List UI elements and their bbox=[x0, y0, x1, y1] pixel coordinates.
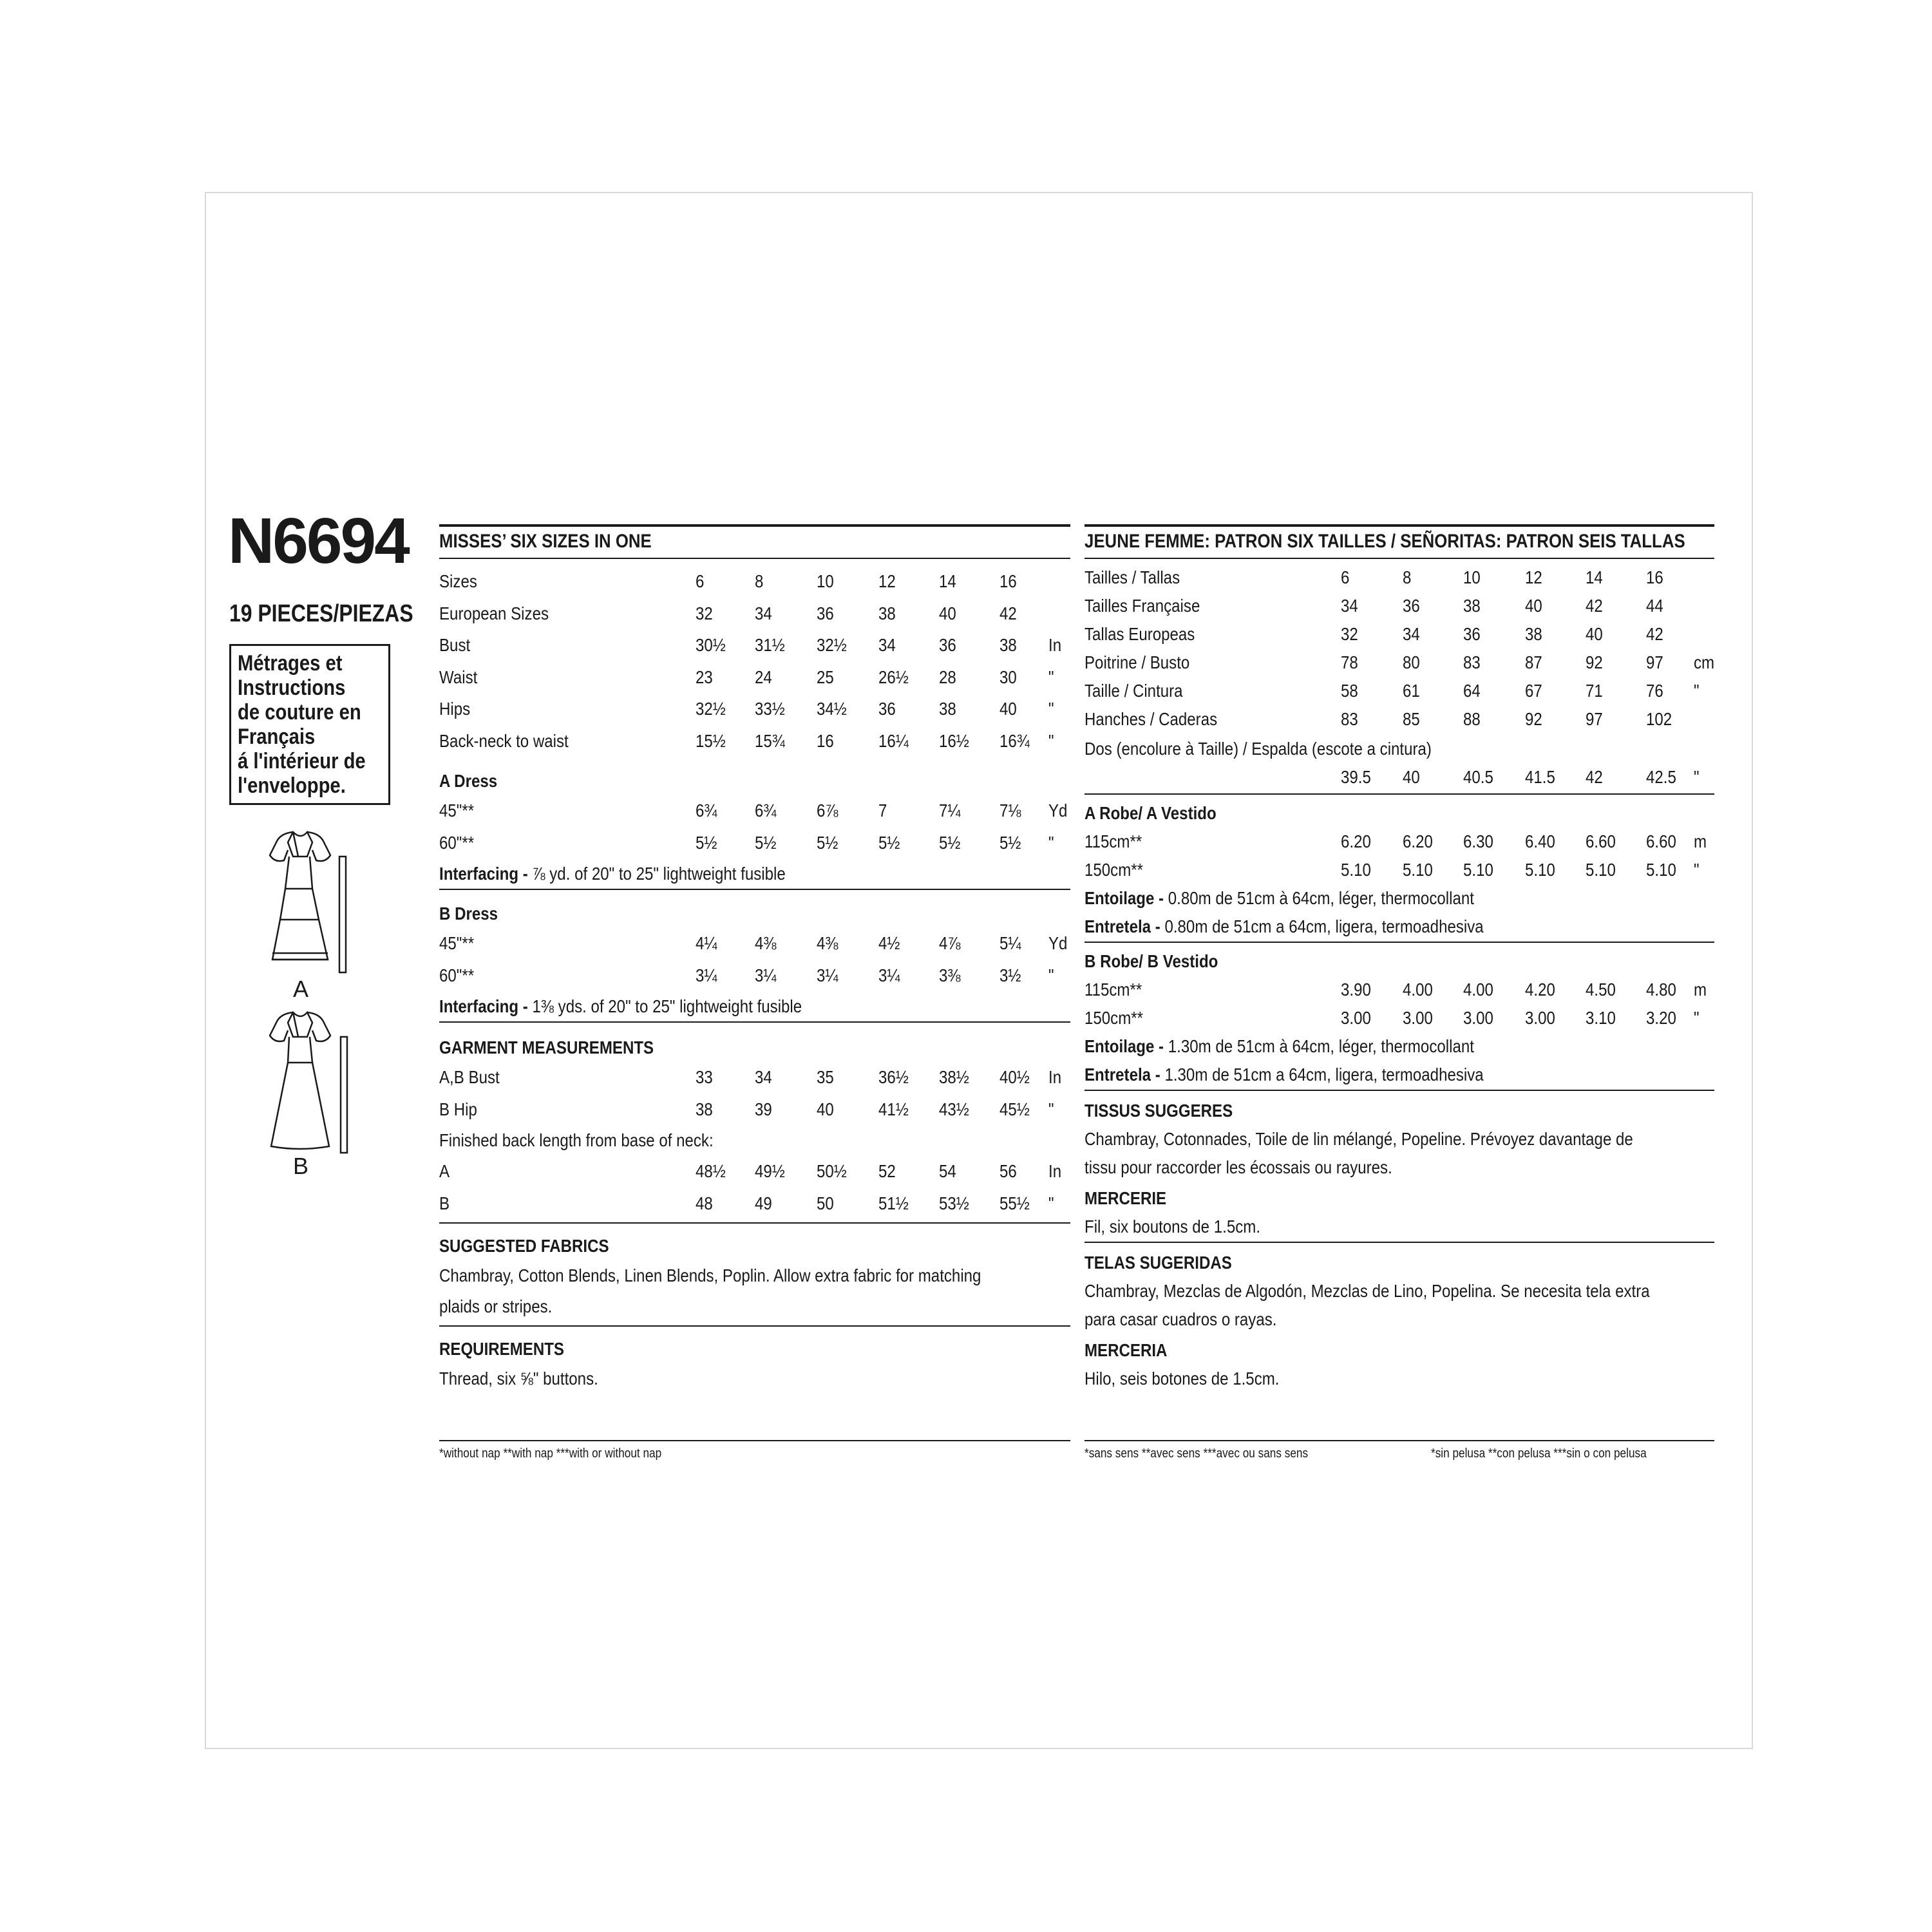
b-robe-metrage-row-label: 115cm** bbox=[1084, 980, 1142, 999]
b-dress-interfacing bbox=[439, 996, 802, 1018]
body-measurement-row-unit: In bbox=[1048, 635, 1062, 655]
pattern-code: N6694 bbox=[228, 505, 408, 577]
a-dress-yardage-row-value: 5½ bbox=[696, 832, 717, 853]
a-dress-yardage-row-unit: " bbox=[1048, 832, 1054, 853]
a-robe-metrage-row-value: 5.10 bbox=[1525, 860, 1555, 880]
body-measurement-row-value: 32½ bbox=[696, 699, 726, 719]
b-dress-yardage-row-value: 3½ bbox=[999, 965, 1021, 985]
b-dress-yardage-row-value: 4½ bbox=[878, 933, 900, 953]
garment-measurement-row-value: 36½ bbox=[878, 1067, 909, 1087]
a-dress-yardage-row-value: 7¼ bbox=[939, 800, 961, 820]
a-robe-title: A Robe/ A Vestido bbox=[1084, 803, 1217, 823]
fr-es-body-row-value: 97 bbox=[1586, 709, 1603, 729]
b-robe-metrage-row-value: 4.00 bbox=[1403, 980, 1433, 999]
body-measurement-row-value: 36 bbox=[878, 699, 896, 719]
french-footnote: *sans sens **avec sens ***avec ou sans sens bbox=[1084, 1446, 1309, 1461]
body-measurement-row-value: 32 bbox=[696, 603, 713, 623]
fr-es-body-row-value: 92 bbox=[1525, 709, 1542, 729]
b-robe-metrage-row-value: 3.00 bbox=[1341, 1008, 1371, 1028]
b-dress-title: B Dress bbox=[439, 904, 498, 923]
b-dress-yardage-row-value: 3⅜ bbox=[939, 965, 961, 985]
fr-es-body-row-value: 85 bbox=[1403, 709, 1420, 729]
section-divider bbox=[439, 889, 1070, 890]
suggested-fabrics-title: SUGGESTED FABRICS bbox=[439, 1236, 609, 1256]
fr-es-body-row-label: Hanches / Caderas bbox=[1084, 709, 1218, 729]
fr-es-body-row-value: 61 bbox=[1403, 681, 1420, 701]
fr-es-body-row-value: 10 bbox=[1463, 567, 1481, 587]
a-dress-yardage-row-value: 6¾ bbox=[755, 800, 777, 820]
fr-es-body-row-label: Taille / Cintura bbox=[1084, 681, 1183, 701]
merceria-title: MERCERIA bbox=[1084, 1340, 1168, 1360]
fr-es-back-unit: " bbox=[1694, 767, 1700, 787]
view-a-illustration bbox=[261, 824, 357, 976]
garment-measurement-row-value: 38½ bbox=[939, 1067, 969, 1087]
envelope-frame bbox=[205, 192, 1753, 1749]
body-measurement-row-value: 30 bbox=[999, 667, 1017, 687]
back-length-row-value: 53½ bbox=[939, 1193, 969, 1213]
b-dress-yardage-row-value: 3¼ bbox=[878, 965, 900, 985]
body-measurement-row-value: 15½ bbox=[696, 730, 726, 751]
section-divider bbox=[1084, 942, 1714, 943]
a-dress-interfacing bbox=[439, 863, 786, 885]
tissus-title: TISSUS SUGGERES bbox=[1084, 1101, 1233, 1121]
a-robe-entretela-text: 0.80m de 51cm a 64cm, ligera, termoadhesiva bbox=[1160, 916, 1484, 936]
body-measurement-row-label: Waist bbox=[439, 667, 478, 687]
back-length-row-value: 51½ bbox=[878, 1193, 909, 1213]
garment-measurements-title: GARMENT MEASUREMENTS bbox=[439, 1037, 654, 1057]
back-length-row-value: 55½ bbox=[999, 1193, 1030, 1213]
body-measurement-row-unit: " bbox=[1048, 699, 1054, 719]
body-measurement-row-value: 40 bbox=[939, 603, 956, 623]
fr-es-body-row-value: 67 bbox=[1525, 681, 1542, 701]
telas-line: para casar cuadros o rayas. bbox=[1084, 1309, 1277, 1329]
suggested-fabrics-line: plaids or stripes. bbox=[439, 1296, 553, 1316]
fr-es-body-row-unit: cm bbox=[1694, 652, 1715, 672]
section-divider bbox=[1084, 793, 1714, 795]
fr-es-body-row-value: 38 bbox=[1525, 624, 1542, 644]
french-note-line: Métrages et bbox=[238, 651, 343, 676]
b-robe-metrage-row-value: 3.00 bbox=[1525, 1008, 1555, 1028]
b-robe-metrage-row-unit: m bbox=[1694, 980, 1707, 999]
garment-measurement-row-value: 35 bbox=[817, 1067, 834, 1087]
body-measurement-row-value: 16 bbox=[817, 730, 834, 751]
fr-es-body-row-value: 40 bbox=[1586, 624, 1603, 644]
fr-es-top-rule bbox=[1084, 524, 1714, 527]
french-note-line: l'enveloppe. bbox=[238, 773, 346, 798]
body-measurement-row-value: 36 bbox=[817, 603, 834, 623]
b-robe-entoilage bbox=[1084, 1036, 1474, 1057]
body-measurement-row-value: 6 bbox=[696, 571, 705, 591]
section-divider bbox=[1084, 1242, 1714, 1243]
a-robe-metrage-row-value: 5.10 bbox=[1403, 860, 1433, 880]
fr-es-body-row-value: 64 bbox=[1463, 681, 1481, 701]
a-robe-metrage-row-value: 6.20 bbox=[1341, 831, 1371, 851]
b-robe-metrage-row-value: 3.00 bbox=[1463, 1008, 1493, 1028]
back-length-label: Finished back length from base of neck: bbox=[439, 1130, 714, 1150]
body-measurement-row-value: 12 bbox=[878, 571, 896, 591]
a-robe-metrage-row-value: 5.10 bbox=[1463, 860, 1493, 880]
a-dress-yardage-row-label: 60"** bbox=[439, 832, 475, 853]
fr-es-body-row-value: 92 bbox=[1586, 652, 1603, 672]
a-dress-yardage-row-value: 7⅛ bbox=[999, 800, 1021, 820]
body-measurement-row-value: 16 bbox=[999, 571, 1017, 591]
garment-measurement-row-value: 33 bbox=[696, 1067, 713, 1087]
b-robe-entoilage-label: Entoilage - bbox=[1084, 1036, 1164, 1056]
a-dress-yardage-row-value: 5½ bbox=[755, 832, 777, 853]
back-length-row-value: 49½ bbox=[755, 1161, 785, 1181]
b-robe-entretela-text: 1.30m de 51cm a 64cm, ligera, termoadhesiva bbox=[1160, 1065, 1484, 1084]
body-measurement-row-value: 38 bbox=[878, 603, 896, 623]
b-robe-metrage-row-value: 3.90 bbox=[1341, 980, 1371, 999]
b-dress-yardage-row-value: 4⅜ bbox=[817, 933, 838, 953]
fr-es-body-row-value: 16 bbox=[1646, 567, 1663, 587]
a-dress-interfacing-text: ⅞ yd. of 20" to 25" lightweight fusible bbox=[527, 864, 786, 884]
mercerie-title: MERCERIE bbox=[1084, 1188, 1167, 1208]
body-measurement-row-value: 15¾ bbox=[755, 730, 785, 751]
b-dress-yardage-row-value: 3¼ bbox=[817, 965, 838, 985]
b-dress-yardage-row-value: 4⅞ bbox=[939, 933, 961, 953]
b-dress-yardage-row-value: 5¼ bbox=[999, 933, 1021, 953]
french-instructions-note bbox=[229, 644, 390, 805]
b-dress-yardage-row-unit: " bbox=[1048, 965, 1054, 985]
fr-es-body-row-value: 76 bbox=[1646, 681, 1663, 701]
fr-es-back-label: Dos (encolure à Taille) / Espalda (escote a cintura) bbox=[1084, 739, 1432, 759]
fr-es-body-row-value: 12 bbox=[1525, 567, 1542, 587]
garment-measurement-row-value: 39 bbox=[755, 1099, 772, 1119]
fr-es-body-row-value: 102 bbox=[1646, 709, 1672, 729]
garment-measurement-row-value: 45½ bbox=[999, 1099, 1030, 1119]
a-dress-yardage-row-value: 5½ bbox=[817, 832, 838, 853]
a-dress-yardage-row-value: 7 bbox=[878, 800, 887, 820]
garment-measurement-row-unit: In bbox=[1048, 1067, 1062, 1087]
section-divider bbox=[439, 1021, 1070, 1023]
fr-es-body-row-value: 36 bbox=[1463, 624, 1481, 644]
garment-measurement-row-unit: " bbox=[1048, 1099, 1054, 1119]
a-dress-interfacing-label: Interfacing - bbox=[439, 864, 528, 884]
b-dress-yardage-row-value: 4¼ bbox=[696, 933, 717, 953]
body-measurement-row-label: Sizes bbox=[439, 571, 477, 591]
garment-measurement-row-label: B Hip bbox=[439, 1099, 477, 1119]
fr-es-body-row-value: 40 bbox=[1525, 596, 1542, 616]
fr-es-body-row-label: Poitrine / Busto bbox=[1084, 652, 1190, 672]
body-measurement-row-value: 40 bbox=[999, 699, 1017, 719]
fr-es-body-row-value: 42 bbox=[1646, 624, 1663, 644]
back-length-row-value: 56 bbox=[999, 1161, 1017, 1181]
fr-es-body-row-value: 38 bbox=[1463, 596, 1481, 616]
a-dress-yardage-row-value: 5½ bbox=[878, 832, 900, 853]
fr-es-body-row-value: 34 bbox=[1403, 624, 1420, 644]
body-measurement-row-value: 34 bbox=[878, 635, 896, 655]
garment-measurement-row-value: 38 bbox=[696, 1099, 713, 1119]
fr-es-body-row-label: Tallas Europeas bbox=[1084, 624, 1195, 644]
a-robe-metrage-row-value: 6.60 bbox=[1586, 831, 1616, 851]
body-measurement-row-value: 16¾ bbox=[999, 730, 1030, 751]
body-measurement-row-value: 25 bbox=[817, 667, 834, 687]
body-measurement-row-value: 30½ bbox=[696, 635, 726, 655]
fr-es-body-row-value: 44 bbox=[1646, 596, 1663, 616]
back-length-row-unit: " bbox=[1048, 1193, 1054, 1213]
french-note-line: á l'intérieur de bbox=[238, 749, 366, 773]
mercerie-text: Fil, six boutons de 1.5cm. bbox=[1084, 1217, 1261, 1236]
body-measurement-row-value: 42 bbox=[999, 603, 1017, 623]
view-b-illustration bbox=[261, 1005, 357, 1156]
b-robe-metrage-row-label: 150cm** bbox=[1084, 1008, 1144, 1028]
b-robe-metrage-row-value: 3.20 bbox=[1646, 1008, 1676, 1028]
a-dress-yardage-row-value: 5½ bbox=[939, 832, 961, 853]
body-measurement-row-value: 34½ bbox=[817, 699, 847, 719]
fr-es-body-row-label: Tailles Française bbox=[1084, 596, 1200, 616]
a-robe-metrage-row-unit: m bbox=[1694, 831, 1707, 851]
body-measurement-row-value: 34 bbox=[755, 603, 772, 623]
b-robe-entretela bbox=[1084, 1064, 1484, 1086]
fr-es-body-row-value: 88 bbox=[1463, 709, 1481, 729]
french-note-line: Instructions bbox=[238, 676, 346, 700]
a-robe-metrage-row-value: 5.10 bbox=[1341, 860, 1371, 880]
b-robe-metrage-row-value: 4.50 bbox=[1586, 980, 1616, 999]
a-robe-metrage-row-label: 150cm** bbox=[1084, 860, 1144, 880]
requirements-title: REQUIREMENTS bbox=[439, 1339, 564, 1359]
fr-es-body-row-value: 87 bbox=[1525, 652, 1542, 672]
a-robe-metrage-row-label: 115cm** bbox=[1084, 831, 1142, 851]
french-note-line: Français bbox=[238, 724, 316, 749]
a-robe-metrage-row-value: 6.40 bbox=[1525, 831, 1555, 851]
a-robe-entoilage-label: Entoilage - bbox=[1084, 888, 1164, 908]
a-dress-yardage-row-value: 5½ bbox=[999, 832, 1021, 853]
garment-measurement-row-value: 43½ bbox=[939, 1099, 969, 1119]
body-measurement-row-value: 14 bbox=[939, 571, 956, 591]
telas-line: Chambray, Mezclas de Algodón, Mezclas de Lino, Popelina. Se necesita tela extra bbox=[1084, 1281, 1650, 1301]
b-dress-interfacing-text: 1⅜ yds. of 20" to 25" lightweight fusible bbox=[527, 996, 802, 1016]
fr-es-title: JEUNE FEMME: PATRON SIX TAILLES / SEÑORITAS: PATRON SEIS TALLAS bbox=[1084, 531, 1685, 552]
fr-es-back-value: 40 bbox=[1403, 767, 1420, 787]
fr-es-body-row-value: 80 bbox=[1403, 652, 1420, 672]
a-dress-yardage-row-value: 6⅞ bbox=[817, 800, 838, 820]
b-robe-metrage-row-value: 3.10 bbox=[1586, 1008, 1616, 1028]
section-divider bbox=[1084, 558, 1714, 559]
fr-es-body-row-label: Tailles / Tallas bbox=[1084, 567, 1180, 587]
b-dress-yardage-row-value: 3¼ bbox=[696, 965, 717, 985]
a-robe-metrage-row-value: 5.10 bbox=[1646, 860, 1676, 880]
section-divider bbox=[1084, 1090, 1714, 1091]
fr-es-body-row-value: 42 bbox=[1586, 596, 1603, 616]
a-robe-metrage-row-value: 6.60 bbox=[1646, 831, 1676, 851]
a-dress-title: A Dress bbox=[439, 771, 498, 791]
a-dress-yardage-row-value: 6¾ bbox=[696, 800, 717, 820]
fr-es-back-value: 41.5 bbox=[1525, 767, 1555, 787]
body-measurement-row-value: 24 bbox=[755, 667, 772, 687]
section-divider bbox=[439, 1325, 1070, 1327]
a-robe-entoilage bbox=[1084, 887, 1474, 909]
fr-es-body-row-value: 78 bbox=[1341, 652, 1358, 672]
body-measurement-row-label: Back-neck to waist bbox=[439, 730, 569, 751]
fr-es-body-row-value: 97 bbox=[1646, 652, 1663, 672]
section-divider bbox=[1084, 1440, 1714, 1441]
body-measurement-row-value: 26½ bbox=[878, 667, 909, 687]
body-measurement-row-value: 23 bbox=[696, 667, 713, 687]
requirements-text: Thread, six ⅝" buttons. bbox=[439, 1368, 598, 1388]
garment-measurement-row-label: A,B Bust bbox=[439, 1067, 500, 1087]
garment-measurement-row-value: 41½ bbox=[878, 1099, 909, 1119]
b-dress-yardage-row-value: 4⅜ bbox=[755, 933, 777, 953]
body-measurement-row-value: 33½ bbox=[755, 699, 785, 719]
fr-es-back-value: 40.5 bbox=[1463, 767, 1493, 787]
french-note-line: de couture en bbox=[238, 700, 361, 724]
a-dress-yardage-row-label: 45"** bbox=[439, 800, 475, 820]
b-dress-yardage-row-value: 3¼ bbox=[755, 965, 777, 985]
b-robe-entretela-label: Entretela - bbox=[1084, 1065, 1160, 1084]
fr-es-body-row-value: 8 bbox=[1403, 567, 1412, 587]
view-a-label: A bbox=[293, 976, 309, 1002]
a-robe-entretela bbox=[1084, 916, 1484, 938]
body-measurement-row-value: 32½ bbox=[817, 635, 847, 655]
spanish-footnote: *sin pelusa **con pelusa ***sin o con pelusa bbox=[1431, 1446, 1647, 1461]
tissus-line: Chambray, Cotonnades, Toile de lin mélangé, Popeline. Prévoyez davantage de bbox=[1084, 1129, 1633, 1149]
fr-es-body-row-value: 71 bbox=[1586, 681, 1603, 701]
body-measurement-row-value: 31½ bbox=[755, 635, 785, 655]
b-dress-yardage-row-label: 45"** bbox=[439, 933, 475, 953]
body-measurement-row-value: 38 bbox=[939, 699, 956, 719]
english-footnote: *without nap **with nap ***with or without nap bbox=[439, 1446, 662, 1461]
garment-measurement-row-value: 40 bbox=[817, 1099, 834, 1119]
b-robe-metrage-row-unit: " bbox=[1694, 1008, 1700, 1028]
body-measurement-row-value: 36 bbox=[939, 635, 956, 655]
section-divider bbox=[439, 1222, 1070, 1224]
back-length-row-value: 48½ bbox=[696, 1161, 726, 1181]
tissus-line: tissu pour raccorder les écossais ou rayures. bbox=[1084, 1157, 1392, 1177]
english-top-rule bbox=[439, 524, 1070, 527]
fr-es-body-row-unit: " bbox=[1694, 681, 1700, 701]
b-robe-metrage-row-value: 3.00 bbox=[1403, 1008, 1433, 1028]
body-measurement-row-value: 16½ bbox=[939, 730, 969, 751]
a-robe-metrage-row-value: 5.10 bbox=[1586, 860, 1616, 880]
piece-count: 19 PIECES/PIEZAS bbox=[229, 600, 413, 627]
back-length-row-value: 50½ bbox=[817, 1161, 847, 1181]
back-length-row-value: 48 bbox=[696, 1193, 713, 1213]
fr-es-body-row-value: 14 bbox=[1586, 567, 1603, 587]
b-robe-metrage-row-value: 4.20 bbox=[1525, 980, 1555, 999]
body-measurement-row-value: 8 bbox=[755, 571, 764, 591]
b-dress-yardage-row-label: 60"** bbox=[439, 965, 475, 985]
a-robe-metrage-row-value: 6.30 bbox=[1463, 831, 1493, 851]
back-length-row-unit: In bbox=[1048, 1161, 1062, 1181]
section-divider bbox=[439, 1440, 1070, 1441]
english-title: MISSES’ SIX SIZES IN ONE bbox=[439, 531, 652, 552]
fr-es-back-value: 42.5 bbox=[1646, 767, 1676, 787]
b-robe-title: B Robe/ B Vestido bbox=[1084, 951, 1218, 971]
view-b-label: B bbox=[293, 1153, 309, 1179]
fr-es-body-row-value: 34 bbox=[1341, 596, 1358, 616]
fr-es-body-row-value: 58 bbox=[1341, 681, 1358, 701]
b-robe-metrage-row-value: 4.80 bbox=[1646, 980, 1676, 999]
body-measurement-row-value: 28 bbox=[939, 667, 956, 687]
body-measurement-row-value: 10 bbox=[817, 571, 834, 591]
section-divider bbox=[439, 558, 1070, 559]
a-dress-yardage-row-unit: Yd bbox=[1048, 800, 1068, 820]
back-length-row-label: B bbox=[439, 1193, 450, 1213]
body-measurement-row-label: Bust bbox=[439, 635, 471, 655]
merceria-text: Hilo, seis botones de 1.5cm. bbox=[1084, 1368, 1280, 1388]
fr-es-body-row-value: 83 bbox=[1341, 709, 1358, 729]
back-length-row-value: 50 bbox=[817, 1193, 834, 1213]
a-robe-metrage-row-value: 6.20 bbox=[1403, 831, 1433, 851]
a-robe-entoilage-text: 0.80m de 51cm à 64cm, léger, thermocollant bbox=[1164, 888, 1474, 908]
a-robe-entretela-label: Entretela - bbox=[1084, 916, 1160, 936]
telas-title: TELAS SUGERIDAS bbox=[1084, 1253, 1232, 1273]
a-robe-metrage-row-unit: " bbox=[1694, 860, 1700, 880]
back-length-row-label: A bbox=[439, 1161, 450, 1181]
fr-es-back-value: 42 bbox=[1586, 767, 1603, 787]
fr-es-body-row-value: 32 bbox=[1341, 624, 1358, 644]
body-measurement-row-value: 38 bbox=[999, 635, 1017, 655]
suggested-fabrics-line: Chambray, Cotton Blends, Linen Blends, Poplin. Allow extra fabric for matching bbox=[439, 1265, 981, 1285]
b-dress-yardage-row-unit: Yd bbox=[1048, 933, 1068, 953]
b-dress-interfacing-label: Interfacing - bbox=[439, 996, 528, 1016]
fr-es-back-value: 39.5 bbox=[1341, 767, 1371, 787]
fr-es-body-row-value: 36 bbox=[1403, 596, 1420, 616]
body-measurement-row-unit: " bbox=[1048, 730, 1054, 751]
b-robe-entoilage-text: 1.30m de 51cm à 64cm, léger, thermocollant bbox=[1164, 1036, 1474, 1056]
garment-measurement-row-value: 40½ bbox=[999, 1067, 1030, 1087]
body-measurement-row-label: Hips bbox=[439, 699, 471, 719]
body-measurement-row-unit: " bbox=[1048, 667, 1054, 687]
b-robe-metrage-row-value: 4.00 bbox=[1463, 980, 1493, 999]
body-measurement-row-value: 16¼ bbox=[878, 730, 909, 751]
garment-measurement-row-value: 34 bbox=[755, 1067, 772, 1087]
back-length-row-value: 54 bbox=[939, 1161, 956, 1181]
back-length-row-value: 49 bbox=[755, 1193, 772, 1213]
body-measurement-row-label: European Sizes bbox=[439, 603, 549, 623]
fr-es-body-row-value: 6 bbox=[1341, 567, 1350, 587]
back-length-row-value: 52 bbox=[878, 1161, 896, 1181]
fr-es-body-row-value: 83 bbox=[1463, 652, 1481, 672]
